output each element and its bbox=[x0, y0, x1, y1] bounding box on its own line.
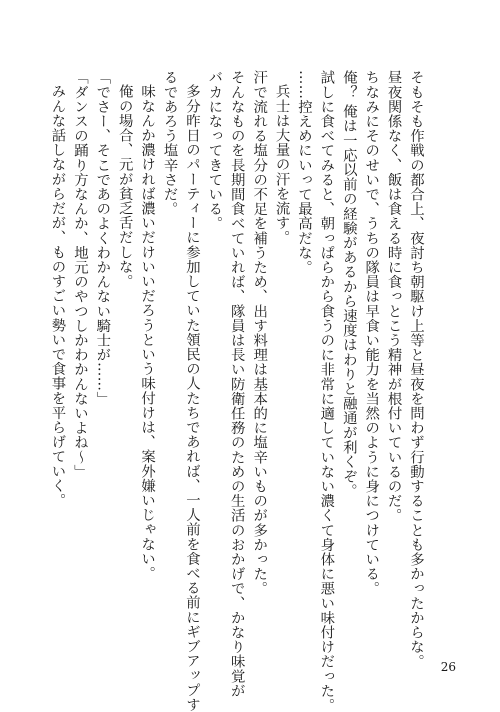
text-line: ……控えめにいって最高だな。 bbox=[295, 70, 312, 275]
text-line: 俺の場合、元が貧乏舌だしな。 bbox=[116, 84, 133, 289]
text-line: 「でさー、そこであのよくわかんない騎士が……」 bbox=[94, 70, 111, 406]
text-line: 兵士は大量の汗を流す。 bbox=[273, 84, 290, 245]
text-line: 多分昨日のパーティーに参加していた領民の人たちであれば、一人前を食べる前にギブアップす bbox=[183, 84, 200, 712]
text-line: 汗で流れる塩分の不足を補うため、出す料理は基本的に塩辛いものが多かった。 bbox=[251, 70, 268, 596]
text-line: みんな話しながらだが、ものすごい勢いで食事を平らげていく。 bbox=[49, 84, 66, 508]
text-line: ちなみにそのせいで、うちの隊員は早食い能力を当然のように身につけている。 bbox=[363, 70, 380, 596]
text-line: 「ダンスの踊り方なんか、地元のやつしかわかんないよね〜」 bbox=[71, 70, 88, 479]
text-line: そんなものを長期間食べていれば、隊員は長い防衛任務のための生活のおかげで、かなり味覚が bbox=[228, 70, 245, 698]
text-line: るであろう塩辛さだ。 bbox=[161, 70, 178, 216]
text-line: そもそも作戦の都合上、夜討ち朝駆け上等と昼夜を問わず行動することも多かったからな。 bbox=[408, 70, 424, 669]
text-line: 昼夜関係なく、飯は食える時に食っとこう精神が根付いているのだ。 bbox=[385, 70, 402, 523]
text-line: 試しに食べてみると、朝っぱらから食うのに非常に適していない濃くて身体に悪い味付けだった。 bbox=[318, 70, 335, 712]
page-number: 26 bbox=[440, 660, 456, 674]
text-line: 味なんか濃ければ濃いだけいいだろうという味付けは、案外嫌いじゃない。 bbox=[139, 84, 156, 581]
text-line: バカになってきている。 bbox=[206, 70, 223, 231]
vertical-text-block bbox=[46, 70, 427, 712]
text-line: 俺？ 俺は一応以前の経験があるから速度はわりと融通が利くぞ。 bbox=[340, 70, 357, 499]
